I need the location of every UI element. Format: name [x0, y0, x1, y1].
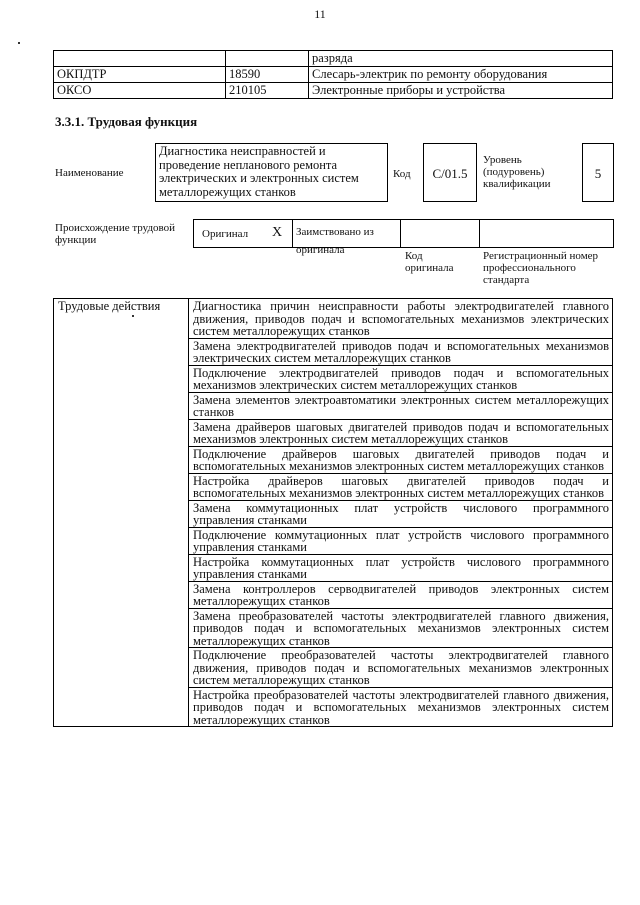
original-cell	[193, 219, 293, 248]
action-item: Диагностика причин неисправности работы электродвигателей главного движения, приводов подач и вспомогательных механизмов электрических систем металлорежущих станков	[189, 299, 613, 339]
classifier-title: разряда	[309, 51, 613, 67]
table-row	[54, 51, 613, 67]
action-item: Подключение коммутационных плат устройств числового программного управления станками	[189, 527, 613, 554]
original-label: Оригинал	[202, 228, 249, 240]
classifier-code	[54, 51, 226, 67]
section-title: 3.3.1. Трудовая функция	[55, 114, 198, 129]
action-item: Настройка преобразователей частоты электродвигателей главного движения, приводов подач и вспомогательных механизмов электронных систем металлорежущих станков	[189, 687, 613, 727]
classifier-number	[226, 51, 309, 67]
action-item: Настройка драйверов шаговых двигателей приводов подач и вспомогательных механизмов электронных систем металлорежущих станков	[189, 473, 613, 500]
classifier-number: 210105	[226, 83, 309, 99]
table-row	[54, 83, 613, 99]
classifier-code: ОКПДТР	[54, 67, 226, 83]
function-name-value: Диагностика неисправностей и проведение непланового ремонта электрических и электронных систем металлорежущих станков	[159, 144, 359, 199]
action-item: Замена преобразователей частоты электродвигателей главного движения, приводов подач и вспомогательных механизмов электронных систем металлорежущих станков	[189, 608, 613, 648]
original-code-cell	[400, 219, 480, 248]
reg-number-cell	[479, 219, 614, 248]
level-box	[582, 143, 614, 202]
function-name-box	[155, 143, 388, 202]
borrowed-cell	[292, 219, 401, 256]
name-label: Наименование	[55, 167, 124, 179]
function-code-box	[423, 143, 477, 202]
work-actions-table	[53, 298, 613, 727]
level-label: Уровень (подуровень) квалификации	[483, 154, 551, 190]
scan-speck	[18, 42, 20, 44]
classification-table	[53, 50, 613, 99]
page-number: 11	[314, 7, 326, 21]
action-item: Замена коммутационных плат устройств числового программного управления станками	[189, 500, 613, 527]
classifier-title: Электронные приборы и устройства	[309, 83, 613, 99]
code-label: Код	[393, 168, 411, 180]
action-item: Подключение драйверов шаговых двигателей приводов подач и вспомогательных механизмов электронных систем металлорежущих станков	[189, 446, 613, 473]
action-item: Замена контроллеров серводвигателей приводов электронных систем металлорежущих станков	[189, 581, 613, 608]
table-row	[54, 299, 613, 339]
action-item: Замена электродвигателей приводов подач и вспомогательных механизмов электрических систем металлорежущих станков	[189, 338, 613, 365]
borrowed-label: Заимствовано из оригинала	[296, 226, 374, 256]
code-caption: Код оригинала	[405, 250, 454, 274]
actions-header: Трудовые действия	[54, 299, 189, 727]
table-row	[54, 67, 613, 83]
action-item: Замена драйверов шаговых двигателей приводов подач и вспомогательных механизмов электронных систем металлорежущих станков	[189, 419, 613, 446]
origin-label: Происхождение трудовой функции	[55, 222, 176, 246]
action-item: Настройка коммутационных плат устройств числового программного управления станками	[189, 554, 613, 581]
classifier-number: 18590	[226, 67, 309, 83]
reg-caption: Регистрационный номер профессионального стандарта	[483, 250, 599, 286]
action-item: Подключение электродвигателей приводов подач и вспомогательных механизмов электрических систем металлорежущих станков	[189, 365, 613, 392]
classifier-title: Слесарь-электрик по ремонту оборудования	[309, 67, 613, 83]
action-item: Замена элементов электроавтоматики электронных систем металлорежущих станков	[189, 392, 613, 419]
classifier-code: ОКСО	[54, 83, 226, 99]
level-value: 5	[594, 166, 602, 181]
action-item: Подключение преобразователей частоты электродвигателей главного движения, приводов подач и вспомогательных механизмов электронных систем металлорежущих станков	[189, 648, 613, 688]
original-mark: X	[272, 225, 283, 240]
function-code-value: C/01.5	[432, 166, 468, 181]
